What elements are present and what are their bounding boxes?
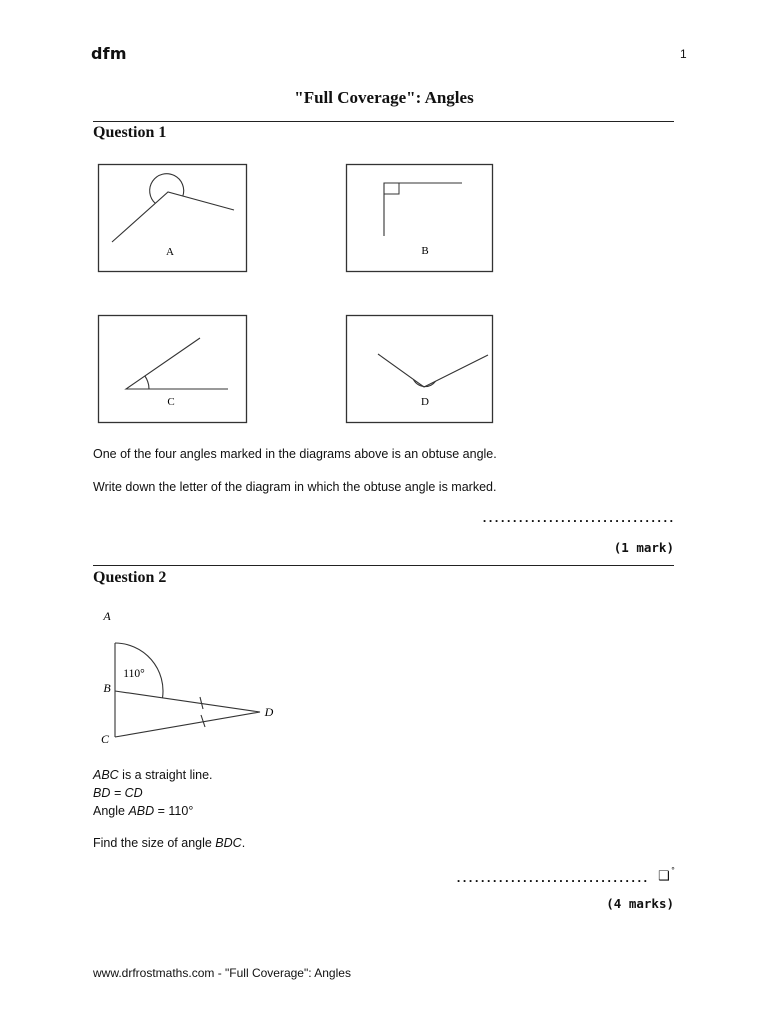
page-title: "Full Coverage": Angles [294, 88, 474, 107]
question-2-marks: (4 marks) [606, 896, 674, 911]
question-2-line-abc: ABC is a straight line. [93, 768, 213, 782]
point-a-label: A [103, 609, 111, 623]
diagram-c-label: C [167, 396, 175, 408]
question-1-heading: Question 1 [93, 124, 167, 141]
point-b-label: B [103, 681, 111, 695]
answer-unit-box-icon: ❑ [658, 869, 670, 884]
question-2-line-find: Find the size of angle BDC. [93, 836, 246, 850]
degree-symbol: ° [671, 866, 675, 875]
diagram-d-label: D [421, 396, 429, 408]
question-2-answer-line: ................................ [455, 872, 648, 885]
question-1-marks: (1 mark) [613, 540, 674, 555]
question-1-text-2: Write down the letter of the diagram in which the obtuse angle is marked. [93, 480, 497, 494]
question-2-heading: Question 2 [93, 569, 167, 586]
point-c-label: C [100, 732, 110, 746]
footer-text: www.drfrostmaths.com - "Full Coverage": Angles [93, 966, 351, 980]
angle-110-label: 110° [123, 668, 145, 680]
question-1-text-1: One of the four angles marked in the diagrams above is an obtuse angle. [93, 447, 497, 461]
diagram-b-label: B [421, 245, 429, 257]
diagram-a-label: A [166, 246, 174, 258]
page-number: 1 [680, 47, 687, 61]
question-2-line-bd-cd: BD = CD [93, 786, 143, 800]
question-1-answer-line: ................................ [481, 512, 674, 525]
dfm-logo: dfm [91, 44, 127, 63]
question-2-line-angle-abd: Angle ABD = 110° [93, 804, 194, 818]
point-d-label: D [264, 705, 274, 719]
